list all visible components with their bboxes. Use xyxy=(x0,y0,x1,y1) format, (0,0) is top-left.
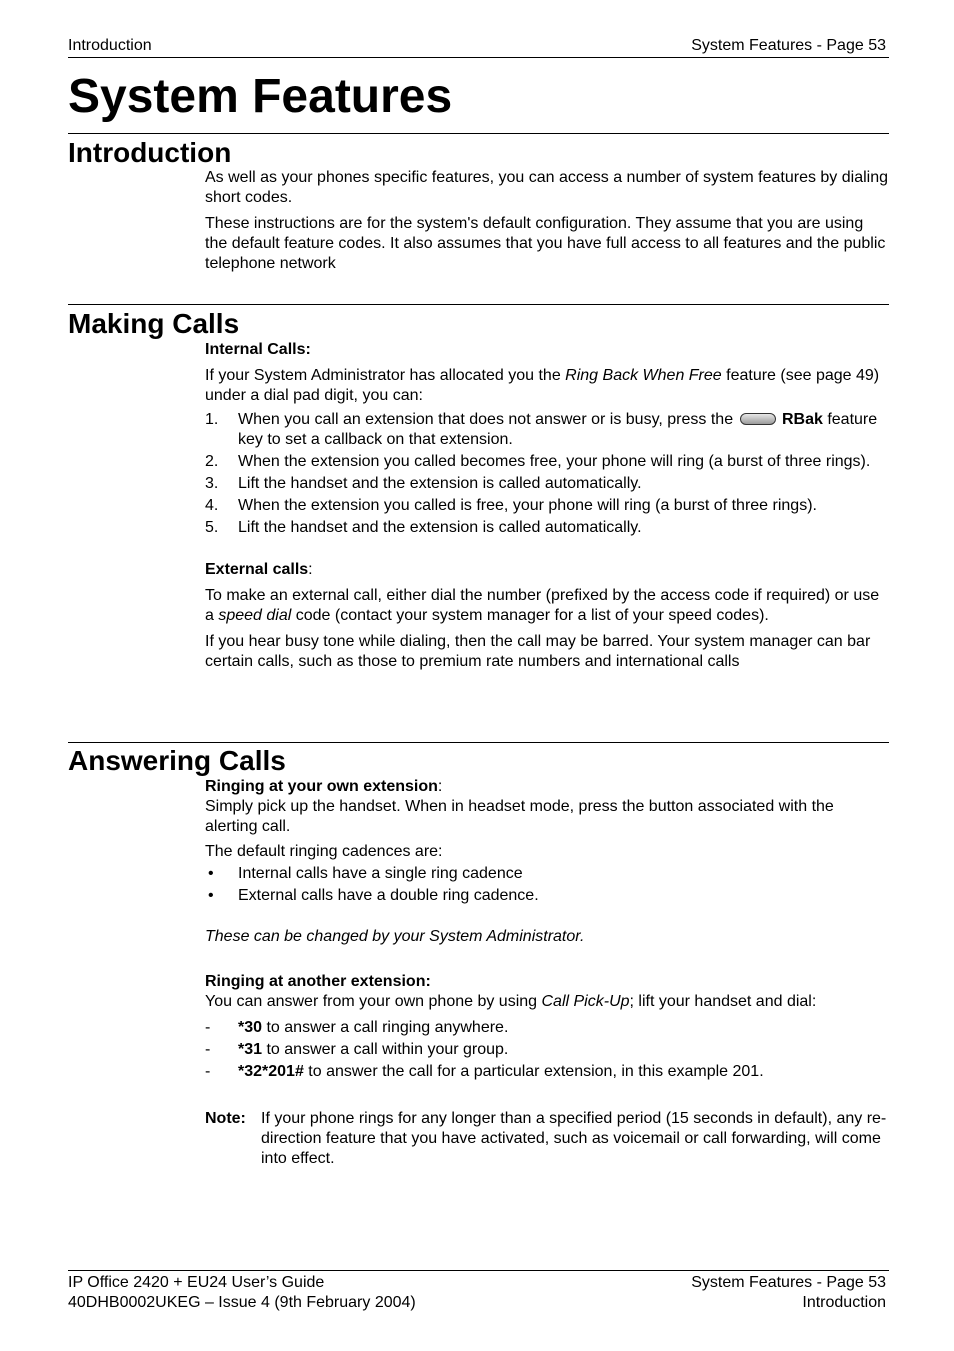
page-title: System Features xyxy=(68,70,453,123)
text-span: to answer the call for a particular extension, in this example 201. xyxy=(303,1063,764,1080)
list-item xyxy=(205,410,889,450)
text-span: : xyxy=(437,778,443,795)
feature-code: *30 xyxy=(238,1019,263,1036)
introduction-paragraph-1: As well as your phones specific features, you can access a number of system features by dialing short codes. xyxy=(205,169,889,206)
introduction-heading: Introduction xyxy=(68,137,232,168)
text-span: If your System Administrator has allocated you the xyxy=(205,367,566,384)
feature-name: Call Pick-Up xyxy=(541,993,630,1010)
footer-left xyxy=(68,1273,416,1313)
answering-calls-body xyxy=(205,777,889,1169)
text-span: feature (see page 49) under a dial pad digit, you can: xyxy=(205,367,880,404)
text-span: Lift the handset and the extension is called automatically. xyxy=(238,519,642,536)
text-span: ; lift your handset and dial: xyxy=(629,993,817,1010)
text-span: to answer a call ringing anywhere. xyxy=(262,1019,509,1036)
bullet-icon: • xyxy=(208,865,214,882)
text-span: to answer a call within your group. xyxy=(262,1041,509,1058)
another-extension-paragraph xyxy=(205,992,889,1012)
external-calls-paragraph-2: If you hear busy tone while dialing, then the call may be barred. Your system manager can bar certain calls, such as those to premium rate numbers and international calls xyxy=(205,633,871,670)
internal-calls-paragraph xyxy=(205,366,889,406)
header-page: System Features - Page 53 xyxy=(691,37,886,54)
footer-section: Introduction xyxy=(802,1294,886,1311)
section-rule xyxy=(68,304,889,305)
feature-name: speed dial xyxy=(218,607,292,624)
list-item xyxy=(205,1018,889,1038)
document-issue: 40DHB0002UKEG – Issue 4 (9th February 2004) xyxy=(68,1294,416,1311)
feature-code: *32*201# xyxy=(238,1063,304,1080)
feature-code: *31 xyxy=(238,1041,263,1058)
footer-page: System Features - Page 53 xyxy=(691,1274,886,1291)
text-span: When you call an extension that does not answer or is busy, press the xyxy=(238,411,738,428)
text-span: code (contact your system manager for a list of your speed codes). xyxy=(291,607,769,624)
note-text: If your phone rings for any longer than a specified period (15 seconds in default), any re-direction feature that you have activated, such as voicemail or call forwarding, will come into effect. xyxy=(261,1110,887,1167)
list-number: 4. xyxy=(205,497,219,514)
internal-steps-list xyxy=(205,410,889,538)
external-calls-heading xyxy=(205,560,889,580)
answering-calls-heading: Answering Calls xyxy=(68,745,286,776)
list-item xyxy=(205,496,889,516)
text-span: When the extension you called becomes free, your phone will ring (a burst of three rings). xyxy=(238,453,871,470)
cadence-list xyxy=(205,864,889,906)
making-calls-body xyxy=(205,340,889,672)
internal-calls-heading: Internal Calls: xyxy=(205,341,311,358)
text-span: Lift the handset and the extension is called automatically. xyxy=(238,475,642,492)
pickup-codes-list xyxy=(205,1018,889,1082)
feature-key-label: RBak xyxy=(781,411,823,428)
footer-right xyxy=(691,1273,886,1313)
section-rule xyxy=(68,742,889,743)
text-span: : xyxy=(308,561,313,578)
note-block xyxy=(205,1109,889,1169)
text-span: When the extension you called is free, your phone will ring (a burst of three rings). xyxy=(238,497,817,514)
list-number: 1. xyxy=(205,411,219,428)
own-extension-paragraph-2: The default ringing cadences are: xyxy=(205,843,443,860)
footer-rule xyxy=(68,1270,889,1271)
administrator-note: These can be changed by your System Administrator. xyxy=(205,928,585,945)
list-item xyxy=(205,1040,889,1060)
text-span: Internal calls have a single ring cadence xyxy=(238,865,523,882)
list-item xyxy=(205,518,889,538)
list-item xyxy=(205,1062,889,1082)
title-rule xyxy=(68,133,889,134)
feature-name: Ring Back When Free xyxy=(565,367,722,384)
text-span: External calls xyxy=(205,561,309,578)
feature-key-icon xyxy=(740,413,776,425)
another-extension-heading: Ringing at another extension: xyxy=(205,973,431,990)
external-calls-paragraph-1 xyxy=(205,586,889,626)
text-span: To make an external call, either dial the number (prefixed by the access code if required) or use a xyxy=(205,587,880,624)
list-item xyxy=(205,474,889,494)
dash-icon: - xyxy=(205,1019,211,1036)
list-item xyxy=(205,452,889,472)
header-section: Introduction xyxy=(68,37,152,54)
list-number: 3. xyxy=(205,475,219,492)
introduction-body xyxy=(205,168,889,274)
dash-icon: - xyxy=(205,1041,211,1058)
text-span: feature key to set a callback on that extension. xyxy=(238,411,878,448)
guide-title: IP Office 2420 + EU24 User’s Guide xyxy=(68,1274,325,1291)
making-calls-heading: Making Calls xyxy=(68,308,240,339)
text-span: You can answer from your own phone by using xyxy=(205,993,542,1010)
list-number: 2. xyxy=(205,453,219,470)
bullet-icon: • xyxy=(208,887,214,904)
header-rule xyxy=(68,57,889,58)
list-number: 5. xyxy=(205,519,219,536)
text-span: Ringing at your own extension xyxy=(205,778,438,795)
note-label: Note: xyxy=(205,1110,246,1127)
text-span: External calls have a double ring cadence. xyxy=(238,887,539,904)
introduction-paragraph-2: These instructions are for the system's default configuration. They assume that you are using the default feature codes. It also assumes that you have full access to all features and the public telephone network xyxy=(205,215,886,272)
dash-icon: - xyxy=(205,1063,211,1080)
own-extension-heading xyxy=(205,777,889,797)
list-item xyxy=(205,886,889,906)
own-extension-paragraph-1: Simply pick up the handset. When in headset mode, press the button associated with the alerting call. xyxy=(205,798,834,835)
list-item xyxy=(205,864,889,884)
